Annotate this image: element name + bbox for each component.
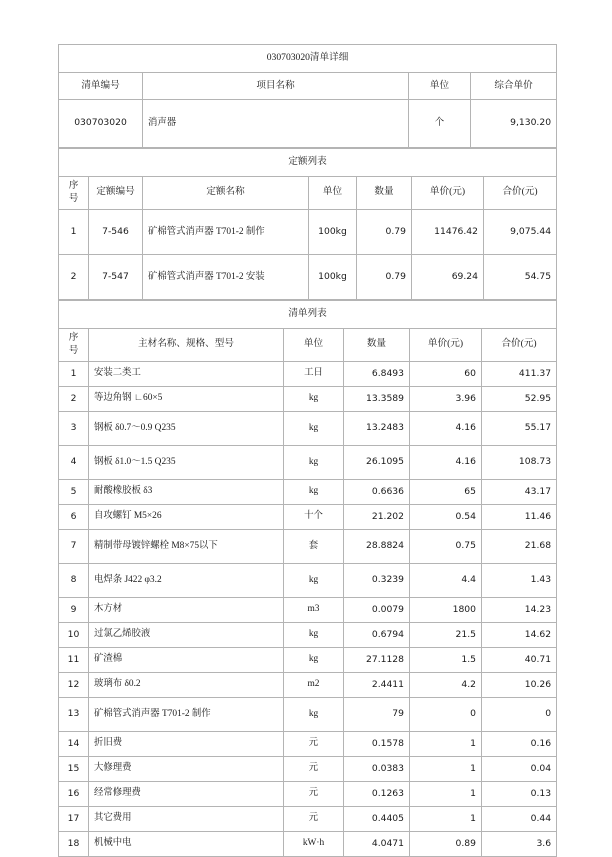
quota-cell-no: 1: [59, 209, 89, 254]
list-cell-price: 1.5: [410, 647, 482, 672]
summary-cell-name: 消声器: [143, 100, 409, 148]
list-cell-unit: kg: [284, 647, 344, 672]
summary-cell-code: 030703020: [59, 100, 143, 148]
list-cell-unit: kW·h: [284, 831, 344, 856]
table-row: [59, 411, 557, 445]
list-cell-total: 11.46: [482, 504, 557, 529]
material-list-body: [59, 361, 557, 856]
list-cell-qty: 0.3239: [344, 563, 410, 597]
table-row: [59, 254, 557, 299]
list-cell-unit: 元: [284, 806, 344, 831]
detail-sheet: [58, 44, 556, 857]
list-cell-name: 矿棉管式消声器 T701-2 制作: [89, 697, 284, 731]
table-row: [59, 504, 557, 529]
list-header-name: 主材名称、规格、型号: [89, 328, 284, 361]
summary-cell-unit: 个: [409, 100, 471, 148]
summary-header-code: 清单编号: [59, 73, 143, 100]
quota-cell-name: 矿棉管式消声器 T701-2 制作: [143, 209, 309, 254]
list-cell-total: 52.95: [482, 386, 557, 411]
list-cell-qty: 26.1095: [344, 445, 410, 479]
list-cell-total: 0.13: [482, 781, 557, 806]
list-cell-price: 4.16: [410, 445, 482, 479]
list-cell-name: 经常修理费: [89, 781, 284, 806]
list-cell-price: 0: [410, 697, 482, 731]
quota-header-no: 序号: [59, 177, 89, 210]
list-header-qty: 数量: [344, 328, 410, 361]
list-cell-no: 3: [59, 411, 89, 445]
list-cell-qty: 13.3589: [344, 386, 410, 411]
summary-header-price: 综合单价: [471, 73, 557, 100]
summary-row: [59, 100, 557, 148]
list-cell-total: 43.17: [482, 479, 557, 504]
list-cell-name: 钢板 δ1.0～1.5 Q235: [89, 445, 284, 479]
material-list-table: [58, 300, 557, 857]
quota-cell-code: 7-546: [89, 209, 143, 254]
summary-header-name: 项目名称: [143, 73, 409, 100]
list-cell-no: 5: [59, 479, 89, 504]
list-cell-no: 15: [59, 756, 89, 781]
list-cell-price: 0.89: [410, 831, 482, 856]
quota-cell-qty: 0.79: [357, 209, 412, 254]
quota-header-total: 合价(元): [484, 177, 557, 210]
table-row: [59, 672, 557, 697]
list-cell-qty: 0.4405: [344, 806, 410, 831]
quota-header-price: 单价(元): [412, 177, 484, 210]
summary-cell-price: 9,130.20: [471, 100, 557, 148]
quota-table: [58, 148, 557, 300]
quota-header-row: [59, 177, 557, 210]
list-cell-unit: m3: [284, 597, 344, 622]
list-cell-no: 10: [59, 622, 89, 647]
list-cell-no: 7: [59, 529, 89, 563]
list-cell-name: 耐酸橡胶板 δ3: [89, 479, 284, 504]
list-cell-price: 1: [410, 781, 482, 806]
list-cell-price: 1: [410, 756, 482, 781]
list-cell-total: 55.17: [482, 411, 557, 445]
list-cell-qty: 13.2483: [344, 411, 410, 445]
list-cell-total: 108.73: [482, 445, 557, 479]
list-cell-unit: m2: [284, 672, 344, 697]
list-cell-unit: 套: [284, 529, 344, 563]
quota-cell-unit: 100kg: [309, 209, 357, 254]
table-row: [59, 563, 557, 597]
quota-cell-qty: 0.79: [357, 254, 412, 299]
list-cell-qty: 2.4411: [344, 672, 410, 697]
list-section-title: 清单列表: [59, 300, 557, 328]
list-cell-price: 65: [410, 479, 482, 504]
list-cell-total: 21.68: [482, 529, 557, 563]
table-row: [59, 386, 557, 411]
list-header-row: [59, 328, 557, 361]
list-cell-name: 自攻螺钉 M5×26: [89, 504, 284, 529]
list-cell-total: 14.62: [482, 622, 557, 647]
list-cell-price: 3.96: [410, 386, 482, 411]
list-cell-unit: kg: [284, 386, 344, 411]
list-cell-name: 玻璃布 δ0.2: [89, 672, 284, 697]
list-cell-name: 钢板 δ0.7～0.9 Q235: [89, 411, 284, 445]
list-cell-qty: 6.8493: [344, 361, 410, 386]
list-cell-price: 4.16: [410, 411, 482, 445]
list-cell-total: 10.26: [482, 672, 557, 697]
list-cell-no: 1: [59, 361, 89, 386]
list-cell-total: 40.71: [482, 647, 557, 672]
list-cell-unit: kg: [284, 411, 344, 445]
list-cell-price: 0.54: [410, 504, 482, 529]
list-cell-unit: kg: [284, 479, 344, 504]
list-cell-price: 21.5: [410, 622, 482, 647]
list-cell-name: 大修理费: [89, 756, 284, 781]
list-cell-qty: 0.1263: [344, 781, 410, 806]
list-cell-qty: 0.1578: [344, 731, 410, 756]
list-cell-total: 3.6: [482, 831, 557, 856]
summary-table: [58, 44, 557, 148]
table-row: [59, 831, 557, 856]
quota-header-qty: 数量: [357, 177, 412, 210]
list-cell-qty: 0.0079: [344, 597, 410, 622]
page-title: 030703020清单详细: [59, 45, 557, 73]
list-cell-total: 14.23: [482, 597, 557, 622]
table-row: [59, 597, 557, 622]
quota-section-title: 定额列表: [59, 149, 557, 177]
list-cell-price: 4.4: [410, 563, 482, 597]
list-cell-no: 2: [59, 386, 89, 411]
list-cell-price: 1800: [410, 597, 482, 622]
table-row: [59, 697, 557, 731]
quota-cell-price: 69.24: [412, 254, 484, 299]
list-cell-unit: kg: [284, 445, 344, 479]
summary-header-row: [59, 73, 557, 100]
document-title-row: [59, 45, 557, 73]
list-cell-no: 14: [59, 731, 89, 756]
list-cell-no: 12: [59, 672, 89, 697]
list-cell-no: 18: [59, 831, 89, 856]
list-cell-price: 1: [410, 731, 482, 756]
quota-cell-total: 9,075.44: [484, 209, 557, 254]
list-cell-no: 17: [59, 806, 89, 831]
quota-cell-name: 矿棉管式消声器 T701-2 安装: [143, 254, 309, 299]
list-cell-name: 木方材: [89, 597, 284, 622]
list-cell-price: 0.75: [410, 529, 482, 563]
list-cell-price: 60: [410, 361, 482, 386]
quota-cell-unit: 100kg: [309, 254, 357, 299]
list-cell-total: 411.37: [482, 361, 557, 386]
list-cell-name: 电焊条 J422 φ3.2: [89, 563, 284, 597]
list-cell-total: 0.44: [482, 806, 557, 831]
table-row: [59, 529, 557, 563]
list-cell-unit: 十个: [284, 504, 344, 529]
list-cell-qty: 0.0383: [344, 756, 410, 781]
list-cell-unit: 工日: [284, 361, 344, 386]
list-cell-total: 0: [482, 697, 557, 731]
table-row: [59, 806, 557, 831]
list-cell-qty: 0.6636: [344, 479, 410, 504]
list-cell-price: 1: [410, 806, 482, 831]
table-row: [59, 622, 557, 647]
quota-cell-price: 11476.42: [412, 209, 484, 254]
table-row: [59, 445, 557, 479]
table-row: [59, 647, 557, 672]
list-cell-no: 6: [59, 504, 89, 529]
list-cell-unit: kg: [284, 697, 344, 731]
list-cell-total: 1.43: [482, 563, 557, 597]
quota-header-code: 定额编号: [89, 177, 143, 210]
list-cell-unit: kg: [284, 622, 344, 647]
list-cell-qty: 0.6794: [344, 622, 410, 647]
list-cell-name: 精制带母镀锌螺栓 M8×75以下: [89, 529, 284, 563]
list-cell-name: 安装二类工: [89, 361, 284, 386]
list-cell-total: 0.04: [482, 756, 557, 781]
list-cell-name: 机械中电: [89, 831, 284, 856]
table-row: [59, 479, 557, 504]
list-banner-row: [59, 300, 557, 328]
list-cell-name: 等边角钢 ∟60×5: [89, 386, 284, 411]
list-cell-unit: 元: [284, 756, 344, 781]
list-cell-qty: 4.0471: [344, 831, 410, 856]
table-row: [59, 756, 557, 781]
list-cell-no: 13: [59, 697, 89, 731]
list-cell-name: 过氯乙烯胶液: [89, 622, 284, 647]
quota-header-unit: 单位: [309, 177, 357, 210]
list-header-total: 合价(元): [482, 328, 557, 361]
list-cell-no: 4: [59, 445, 89, 479]
quota-cell-code: 7-547: [89, 254, 143, 299]
list-cell-name: 折旧费: [89, 731, 284, 756]
list-cell-no: 11: [59, 647, 89, 672]
list-cell-no: 8: [59, 563, 89, 597]
list-cell-name: 矿渣棉: [89, 647, 284, 672]
table-row: [59, 781, 557, 806]
quota-banner-row: [59, 149, 557, 177]
table-row: [59, 361, 557, 386]
list-cell-unit: 元: [284, 731, 344, 756]
list-cell-qty: 79: [344, 697, 410, 731]
list-header-unit: 单位: [284, 328, 344, 361]
list-cell-unit: 元: [284, 781, 344, 806]
quota-header-name: 定额名称: [143, 177, 309, 210]
list-cell-no: 16: [59, 781, 89, 806]
table-row: [59, 209, 557, 254]
list-cell-qty: 27.1128: [344, 647, 410, 672]
list-cell-name: 其它费用: [89, 806, 284, 831]
list-cell-no: 9: [59, 597, 89, 622]
quota-cell-no: 2: [59, 254, 89, 299]
list-cell-price: 4.2: [410, 672, 482, 697]
table-row: [59, 731, 557, 756]
list-cell-qty: 28.8824: [344, 529, 410, 563]
summary-header-unit: 单位: [409, 73, 471, 100]
list-cell-qty: 21.202: [344, 504, 410, 529]
list-header-no: 序号: [59, 328, 89, 361]
list-cell-total: 0.16: [482, 731, 557, 756]
quota-cell-total: 54.75: [484, 254, 557, 299]
list-cell-unit: kg: [284, 563, 344, 597]
list-header-price: 单价(元): [410, 328, 482, 361]
